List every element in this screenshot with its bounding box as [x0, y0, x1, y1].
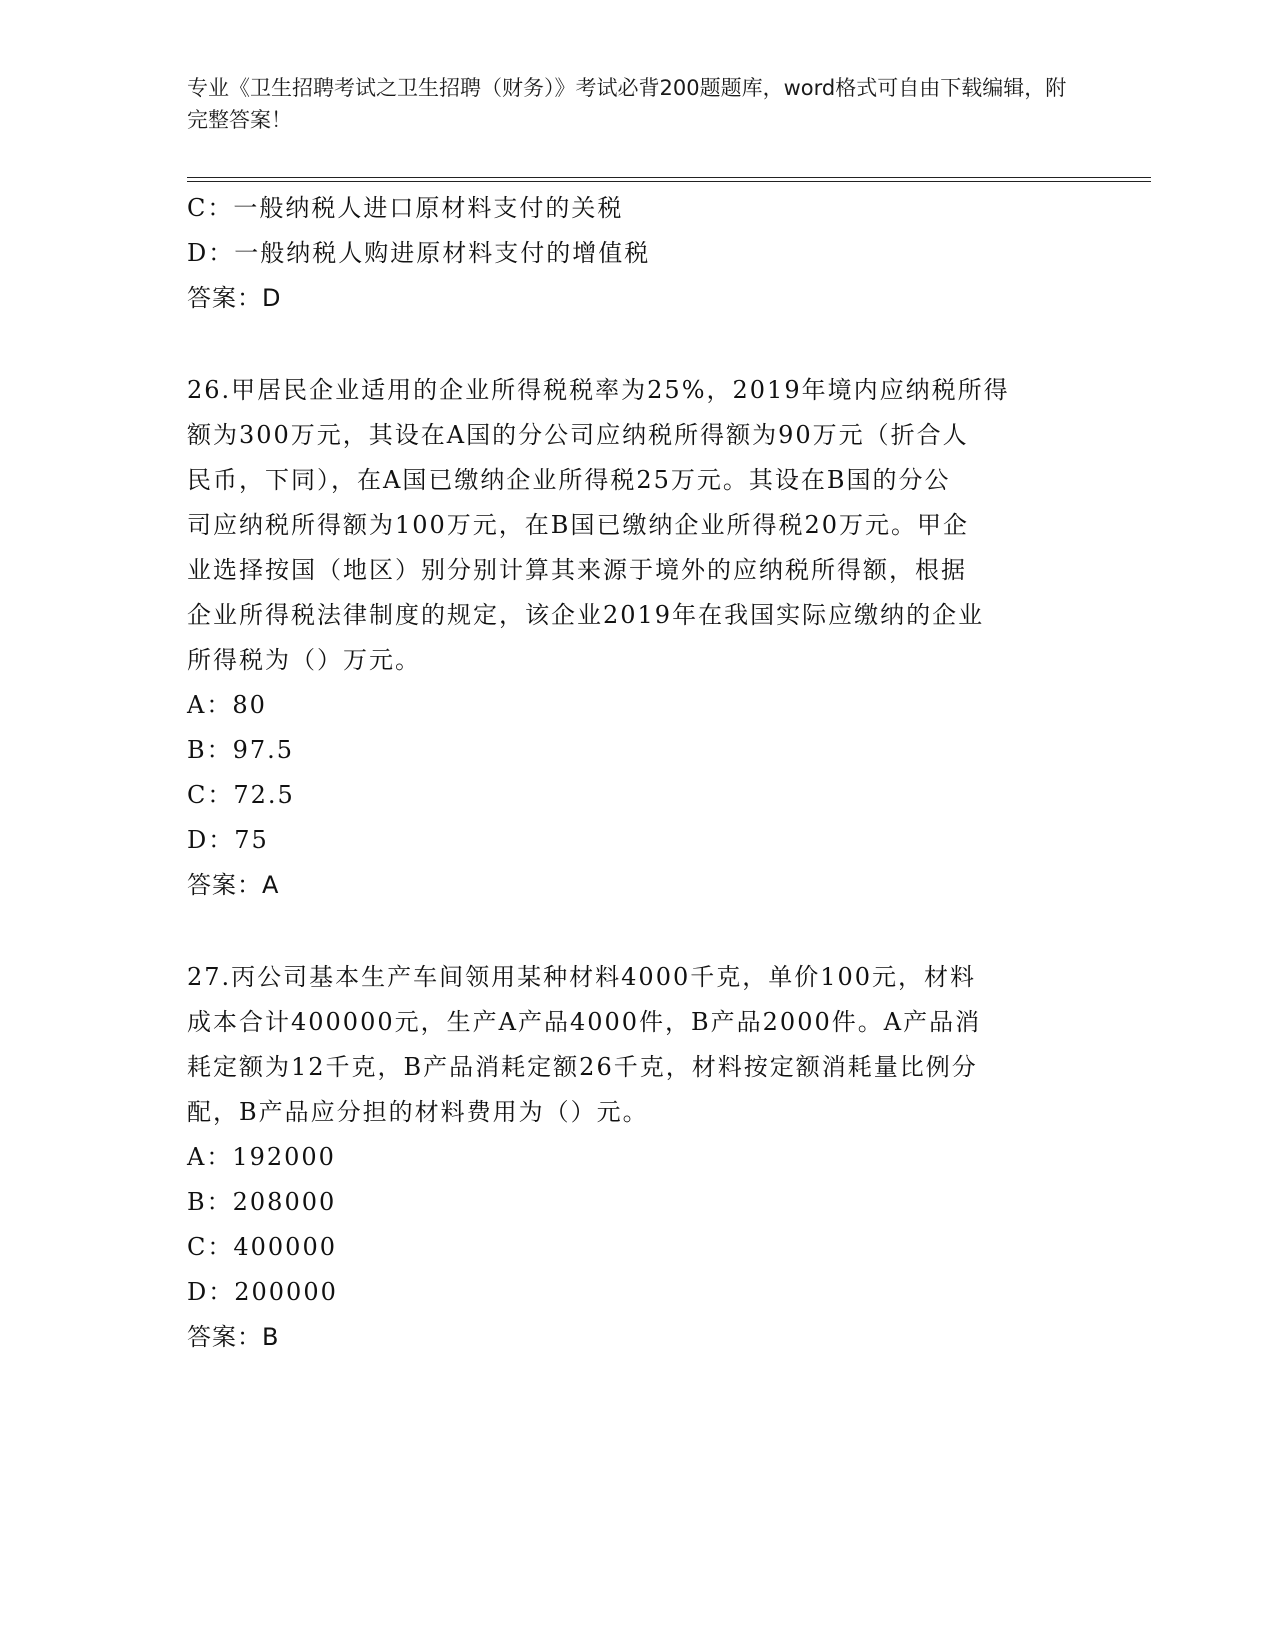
- option-c: C：72.5: [187, 781, 295, 809]
- previous-question-tail: [187, 186, 1087, 321]
- question-line: 26.甲居民企业适用的企业所得税税率为25%，2019年境内应纳税所得: [187, 376, 1010, 404]
- spacer: [187, 321, 1087, 368]
- document-header: 专业《卫生招聘考试之卫生招聘（财务）》考试必背200题题库，word格式可自由下载编辑，附完整答案！: [187, 76, 1067, 132]
- option-a: A：192000: [187, 1143, 336, 1171]
- question-26: [187, 368, 1087, 908]
- question-27: [187, 955, 1087, 1360]
- document-body: [187, 186, 1087, 1360]
- question-line: 业选择按国（地区）别分别计算其来源于境外的应纳税所得额，根据: [187, 556, 967, 584]
- option-d: D：一般纳税人购进原材料支付的增值税: [187, 239, 651, 267]
- option-c: C：400000: [187, 1233, 337, 1261]
- spacer: [187, 908, 1087, 955]
- question-line: 司应纳税所得额为100万元，在B国已缴纳企业所得税20万元。甲企: [187, 511, 969, 539]
- answer-line: 答案：A: [187, 871, 280, 899]
- question-line: 成本合计400000元，生产A产品4000件，B产品2000件。A产品消: [187, 1008, 982, 1036]
- question-line: 民币，下同），在A国已缴纳企业所得税25万元。其设在B国的分公: [187, 466, 951, 494]
- question-line: 额为300万元，其设在A国的分公司应纳税所得额为90万元（折合人: [187, 421, 969, 449]
- question-line: 所得税为（）万元。: [187, 646, 421, 674]
- question-line: 耗定额为12千克，B产品消耗定额26千克，材料按定额消耗量比例分: [187, 1053, 978, 1081]
- answer-line: 答案：B: [187, 1323, 280, 1351]
- option-d: D：200000: [187, 1278, 338, 1306]
- option-c: C：一般纳税人进口原材料支付的关税: [187, 194, 624, 222]
- question-line: 27.丙公司基本生产车间领用某种材料4000千克，单价100元，材料: [187, 963, 977, 991]
- option-a: A：80: [187, 691, 267, 719]
- header-divider: [187, 177, 1151, 182]
- option-b: B：208000: [187, 1188, 337, 1216]
- option-d: D：75: [187, 826, 269, 854]
- question-line: 企业所得税法律制度的规定，该企业2019年在我国实际应缴纳的企业: [187, 601, 985, 629]
- question-line: 配，B产品应分担的材料费用为（）元。: [187, 1098, 649, 1126]
- answer-line: 答案：D: [187, 284, 282, 312]
- option-b: B：97.5: [187, 736, 295, 764]
